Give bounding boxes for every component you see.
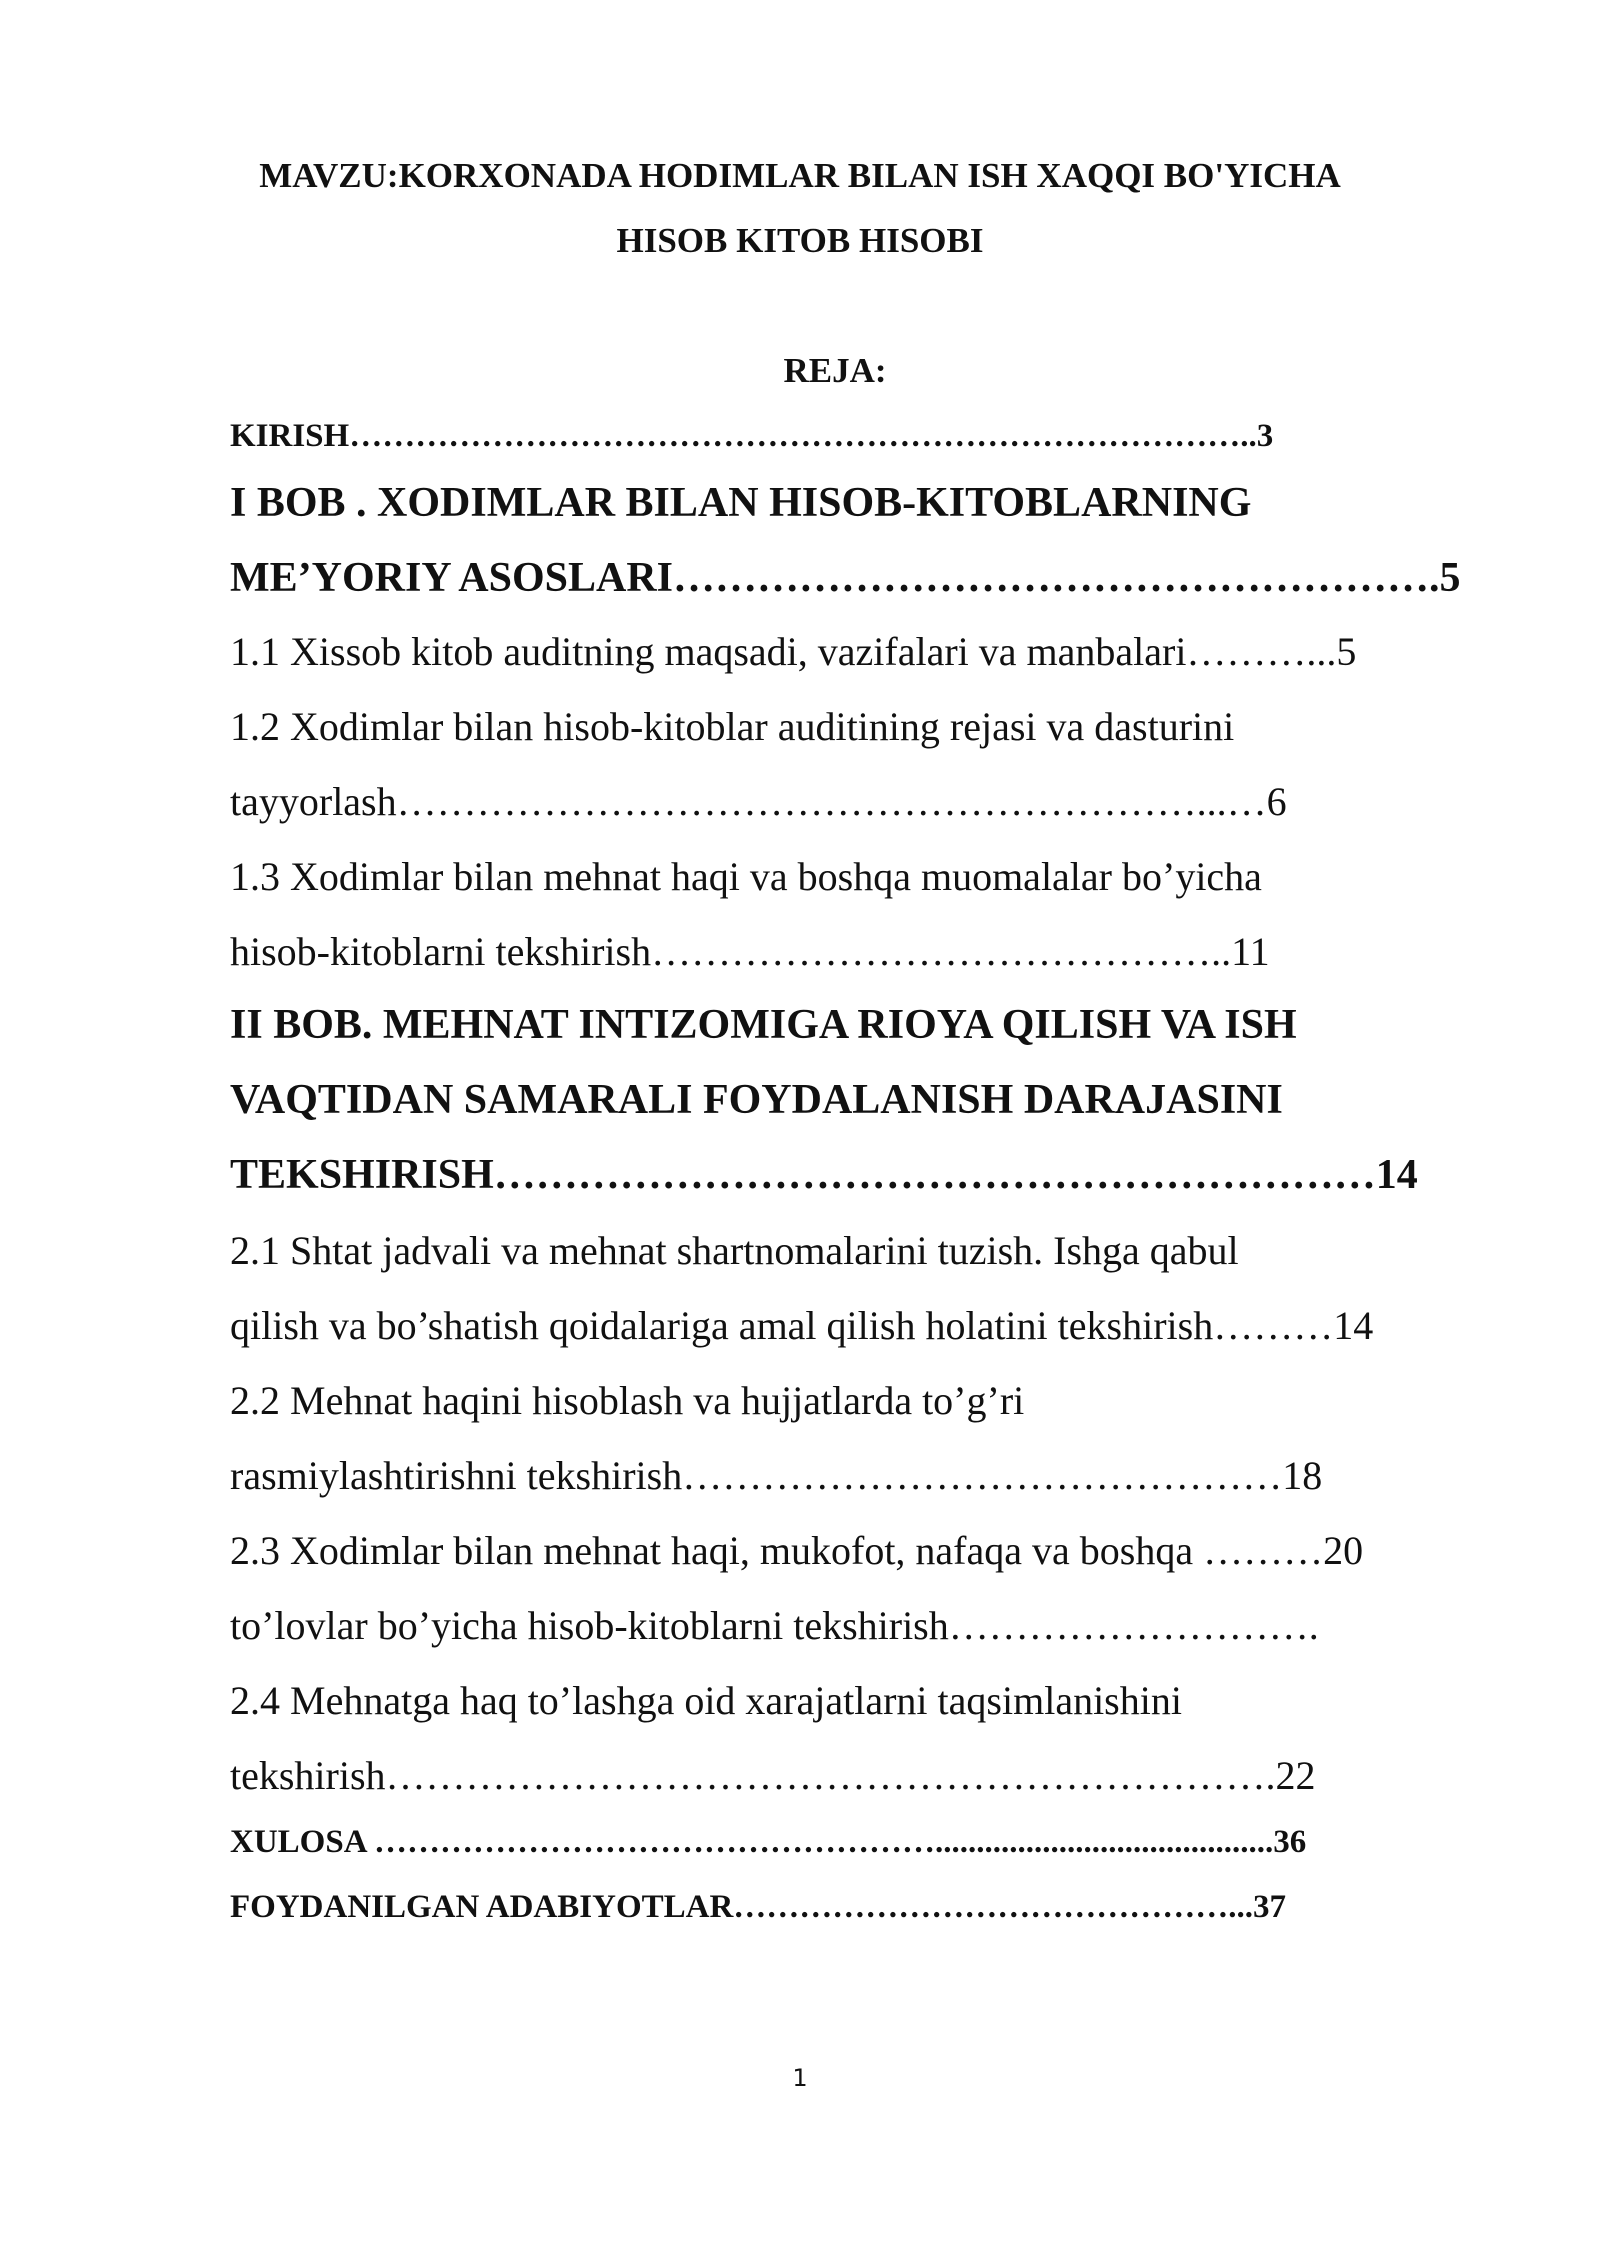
toc-section-1-3-line-1: 1.3 Xodimlar bilan mehnat haqi va boshqa muomalalar bo’yicha bbox=[230, 854, 1262, 899]
page-number: 1 bbox=[792, 2064, 808, 2092]
toc-section-1-1: 1.1 Xissob kitob auditning maqsadi, vazifalari va manbalari………...5 bbox=[230, 629, 1357, 674]
toc-references: FOYDANILGAN ADABIYOTLAR………………………………………...37 bbox=[230, 1889, 1287, 1925]
toc-conclusion: XULOSA …………………………………………….........................................36 bbox=[230, 1824, 1307, 1860]
toc-section-2-2-line-2: rasmiylashtirishni tekshirish………………………………………18 bbox=[230, 1453, 1323, 1498]
title-line-1: MAVZU:KORXONADA HODIMLAR BILAN ISH XAQQI BO'YICHA bbox=[259, 156, 1341, 195]
title-line-2: HISOB KITOB HISOBI bbox=[616, 221, 984, 260]
toc-chapter-1-line-2: ME’YORIY ASOSLARI……………………………………………….5 bbox=[230, 555, 1461, 601]
toc-section-2-4-line-1: 2.4 Mehnatga haq to’lashga oid xarajatlarni taqsimlanishini bbox=[230, 1678, 1182, 1723]
toc-section-2-3-line-2: to’lovlar bo’yicha hisob-kitoblarni tekshirish………………………. bbox=[230, 1603, 1319, 1648]
toc-section-2-1-line-2: qilish va bo’shatish qoidalariga amal qilish holatini tekshirish………14 bbox=[230, 1303, 1374, 1348]
toc-section-2-3-line-1: 2.3 Xodimlar bilan mehnat haqi, mukofot, nafaqa va boshqa ………20 bbox=[230, 1528, 1364, 1573]
toc-chapter-2-line-1: II BOB. MEHNAT INTIZOMIGA RIOYA QILISH VA ISH bbox=[230, 1002, 1297, 1048]
toc-chapter-2-line-2: VAQTIDAN SAMARALI FOYDALANISH DARAJASINI bbox=[230, 1077, 1283, 1123]
toc-section-1-3-line-2: hisob-kitoblarni tekshirish……………………………………..11 bbox=[230, 929, 1270, 974]
toc-intro: KIRISH………………………………………………………………………..3 bbox=[230, 418, 1274, 454]
toc-section-2-4-line-2: tekshirish………………………………………………………….22 bbox=[230, 1753, 1316, 1798]
toc-section-1-2-line-1: 1.2 Xodimlar bilan hisob-kitoblar auditining rejasi va dasturini bbox=[230, 704, 1235, 749]
toc-section-1-2-line-2: tayyorlash……………………………………………………...…6 bbox=[230, 779, 1287, 824]
toc-section-2-2-line-1: 2.2 Mehnat haqini hisoblash va hujjatlarda to’g’ri bbox=[230, 1378, 1025, 1423]
toc-chapter-1-line-1: I BOB . XODIMLAR BILAN HISOB-KITOBLARNING bbox=[230, 480, 1252, 526]
toc-chapter-2-line-3: TEKSHIRISH………………………………………………………14 bbox=[230, 1152, 1418, 1198]
toc-section-2-1-line-1: 2.1 Shtat jadvali va mehnat shartnomalarini tuzish. Ishga qabul bbox=[230, 1228, 1239, 1273]
plan-heading: REJA: bbox=[783, 351, 887, 390]
